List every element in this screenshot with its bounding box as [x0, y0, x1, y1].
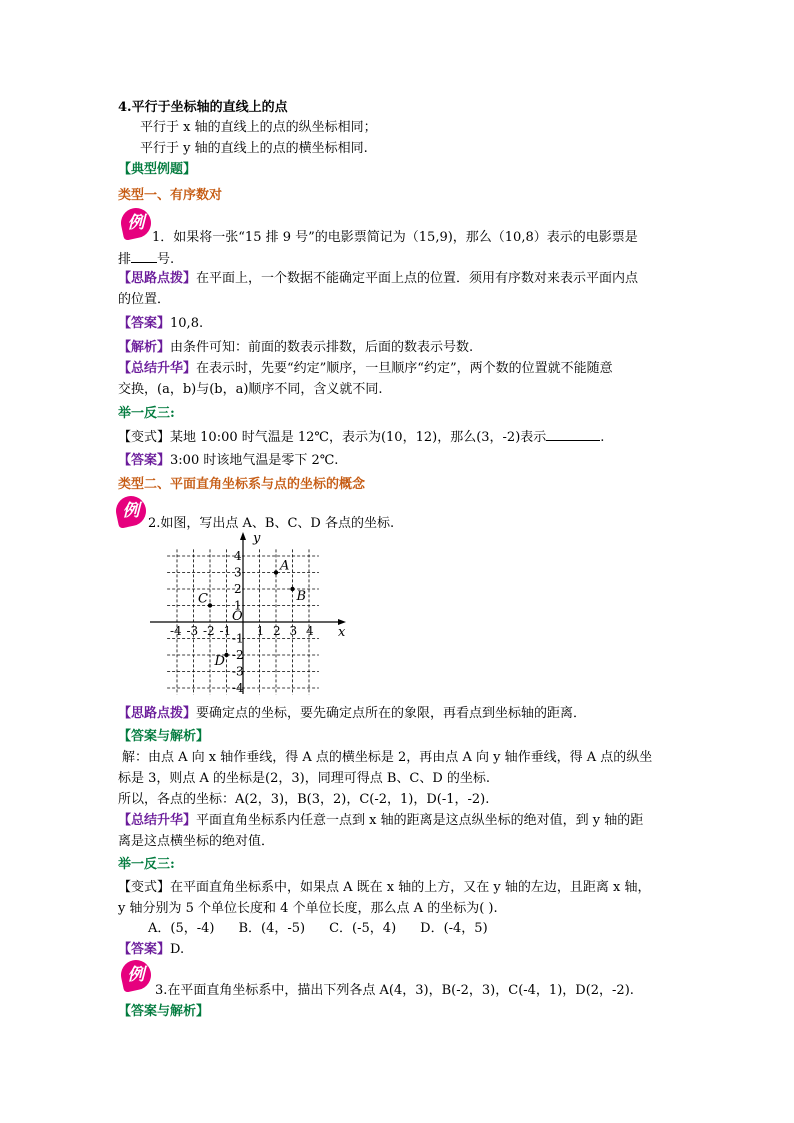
point-a	[274, 570, 278, 574]
summary-line-2: 离是这点横坐标的绝对值．	[118, 834, 275, 849]
hint-line-2: 的位置．	[118, 292, 171, 307]
y-axis-label: y	[253, 531, 261, 546]
point-b	[290, 587, 294, 591]
option-b: B．(4，-5)	[238, 921, 306, 936]
example-badge-icon: 例	[121, 960, 151, 990]
practice-heading: 举一反三:	[118, 406, 175, 421]
origin-label: O	[232, 609, 243, 624]
answer-blank	[546, 428, 600, 441]
option-d: D．(-4，5)	[420, 921, 488, 936]
practice-heading: 举一反三:	[118, 857, 175, 872]
x-tick-label: 4	[306, 624, 314, 638]
point-c	[208, 603, 212, 607]
question-1-line-2: 排 号.	[118, 252, 175, 267]
y-tick-label: -1	[232, 631, 244, 646]
x-tick-label: -2	[203, 624, 215, 638]
x-tick-label: -3	[186, 624, 199, 638]
y-tick-label: -3	[232, 664, 244, 679]
hint-line-1: 【思路点拨】在平面上，一个数据不能确定平面上点的位置．须用有序数对来表示平面内点	[118, 271, 639, 286]
y-axis-arrow-icon	[240, 532, 246, 540]
point-d	[224, 653, 228, 657]
solution-line-1: 解：由点 A 向 x 轴作垂线，得 A 点的横坐标是 2，再由点 A 向 y 轴作垂线，得 A 点的纵坐	[122, 750, 653, 765]
hint-line: 【思路点拨】要确定点的坐标，要先确定点所在的象限，再看点到坐标轴的距离．	[118, 706, 587, 721]
variant-line: 【变式】某地 10:00 时气温是 12℃，表示为(10，12)，那么(3，-2)表示 .	[118, 430, 605, 445]
answer-analysis-heading: 【答案与解析】	[118, 729, 210, 744]
x-tick-label: -1	[219, 624, 232, 638]
analysis-line: 【解析】由条件可知：前面的数表示排数，后面的数表示号数.	[118, 340, 474, 355]
question-1-line-1: 1．如果将一张“15 排 9 号”的电影票简记为（15,9)，那么（10,8）表示的电影票是	[152, 230, 638, 245]
type1-heading: 类型一、有序数对	[118, 188, 223, 203]
coordinate-plane	[148, 530, 348, 700]
y-tick-label: 2	[234, 582, 242, 596]
options-row	[148, 920, 488, 938]
variant-line-1: 【变式】在平面直角坐标系中，如果点 A 既在 x 轴的上方，又在 y 轴的左边，且距离 x 轴，	[118, 880, 651, 895]
y-tick-label: -2	[232, 648, 244, 662]
variant-answer-line: 【答案】3:00 时该地气温是零下 2℃.	[118, 453, 339, 468]
option-c: C．(-5，4)	[329, 921, 397, 936]
x-tick-label: -4	[170, 624, 182, 638]
summary-line-2: 交换，(a，b)与(b，a)顺序不同，含义就不同.	[118, 382, 383, 397]
point-label-b: B	[296, 589, 307, 604]
x-axis-label: x	[338, 625, 346, 640]
section-line-2: 平行于 y 轴的直线上的点的横坐标相同.	[140, 141, 368, 156]
answer-blank	[131, 250, 157, 263]
summary-line-1: 【总结升华】在表示时，先要“约定”顺序，一旦顺序“约定”，两个数的位置就不能随意	[118, 361, 613, 376]
summary-line-1: 【总结升华】平面直角坐标系内任意一点到 x 轴的距离是这点纵坐标的绝对值，到 y 轴的距	[118, 813, 644, 828]
example-badge-icon: 例	[121, 208, 151, 238]
y-tick-label: 1	[234, 598, 242, 613]
variant-answer-line: 【答案】D.	[118, 942, 185, 957]
x-tick-label: 1	[256, 624, 265, 638]
question-2: 2.如图，写出点 A、B、C、D 各点的坐标.	[148, 516, 395, 531]
solution-line-2: 标是 3，则点 A 的坐标是(2，3)，同理可得点 B、C、D 的坐标.	[118, 771, 491, 786]
y-tick-label: 4	[234, 549, 242, 563]
variant-line-2: y 轴分别为 5 个单位长度和 4 个单位长度，那么点 A 的坐标为( ).	[118, 901, 498, 916]
x-tick-label: 3	[289, 624, 298, 638]
section-title: 4.平行于坐标轴的直线上的点	[118, 100, 288, 115]
option-a: A．(5，-4)	[148, 921, 215, 936]
section-line-1: 平行于 x 轴的直线上的点的纵坐标相同；	[140, 120, 377, 135]
point-label-a: A	[280, 558, 290, 574]
answer-line: 【答案】10,8.	[118, 316, 204, 331]
y-tick-label: 3	[234, 565, 242, 580]
question-3: 3.在平面直角坐标系中，描出下列各点 A(4，3)，B(-2，3)，C(-4，1)，D(2，-2).	[155, 983, 634, 998]
solution-line-3: 所以，各点的坐标：A(2，3)，B(3，2)，C(-2，1)，D(-1，-2).	[118, 792, 490, 807]
y-tick-label: -4	[232, 681, 244, 695]
example-badge-icon: 例	[116, 496, 146, 526]
typical-examples-heading: 【典型例题】	[118, 162, 197, 177]
answer-analysis-heading: 【答案与解析】	[118, 1004, 210, 1019]
type2-heading: 类型二、平面直角坐标系与点的坐标的概念	[118, 477, 366, 492]
x-tick-label: 2	[273, 624, 281, 638]
point-label-c: C	[198, 591, 208, 607]
coordinate-graph	[148, 530, 348, 700]
point-label-d: D	[214, 654, 225, 669]
